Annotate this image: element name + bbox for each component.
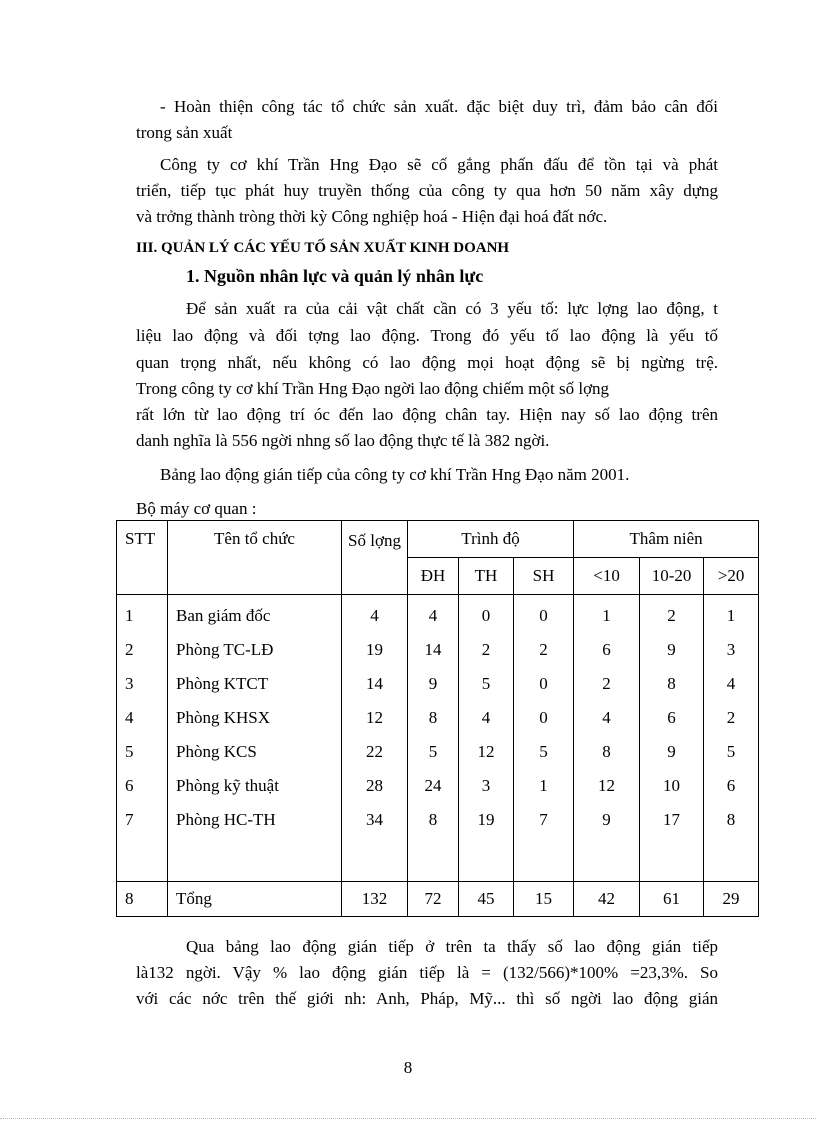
cell-count: 4 xyxy=(342,595,408,634)
table-row xyxy=(117,803,759,837)
cell-dh: 24 xyxy=(408,769,459,803)
cell-sh: 0 xyxy=(514,595,574,634)
cell-sh: 1 xyxy=(514,769,574,803)
section-heading: III. QUẢN LÝ CÁC YẾU TỐ SẢN XUẤT KINH DOANH xyxy=(136,240,510,256)
cell-lt10: 6 xyxy=(574,633,640,667)
cell-dh: 8 xyxy=(408,701,459,735)
cell-th: 2 xyxy=(459,633,514,667)
header-th: TH xyxy=(459,558,514,595)
cell-sh: 7 xyxy=(514,803,574,837)
body-p1-line-3: quan trọng nhất, nếu không có lao động mọi hoạt động sẽ bị ngừng trệ. xyxy=(136,353,718,372)
cell-lt10: 1 xyxy=(574,595,640,634)
cell-stt: 7 xyxy=(117,803,168,837)
cell-th: 3 xyxy=(459,769,514,803)
cell-stt: 6 xyxy=(117,769,168,803)
conclusion-line-1: Qua bảng lao động gián tiếp ở trên ta thấy số lao động gián tiếp xyxy=(186,937,718,956)
table-total-row xyxy=(117,882,759,917)
header-sh: SH xyxy=(514,558,574,595)
para2-line-2: triển, tiếp tục phát huy truyền thống của công ty qua hơn 50 năm xây dựng xyxy=(136,181,718,200)
cell-name: Phòng KCS xyxy=(168,735,342,769)
cell-stt: 3 xyxy=(117,667,168,701)
cell-dh: 14 xyxy=(408,633,459,667)
cell-gt20: 2 xyxy=(704,701,759,735)
header-name: Tên tổ chức xyxy=(168,521,342,595)
header-level: Trình độ xyxy=(408,521,574,558)
cell-gt20: 3 xyxy=(704,633,759,667)
header-lt10: <10 xyxy=(574,558,640,595)
cell-stt: 1 xyxy=(117,595,168,634)
total-th: 45 xyxy=(459,882,514,917)
cell-count: 12 xyxy=(342,701,408,735)
body-p1-line-5: rất lớn từ lao động trí óc đến lao động chân tay. Hiện nay số lao động trên xyxy=(136,405,718,424)
cell-dh: 5 xyxy=(408,735,459,769)
cell-name: Phòng KHSX xyxy=(168,701,342,735)
body-p1-line-4: Trong công ty cơ khí Trần Hng Đạo ngời lao động chiếm một số lợng xyxy=(136,379,610,398)
table-row xyxy=(117,769,759,803)
cell-sh: 2 xyxy=(514,633,574,667)
total-gt20: 29 xyxy=(704,882,759,917)
para2-line-3: và trởng thành tròng thời kỳ Công nghiệp hoá - Hiện đại hoá đất nớc. xyxy=(136,207,608,226)
table-row xyxy=(117,595,759,634)
cell-lt10: 2 xyxy=(574,667,640,701)
cell-sh: 0 xyxy=(514,701,574,735)
intro-line-2: trong sản xuất xyxy=(136,123,233,142)
cell-dh: 4 xyxy=(408,595,459,634)
table-caption: Bảng lao động gián tiếp của công ty cơ khí Trần Hng Đạo năm 2001. xyxy=(160,465,630,484)
header-count: Số lợng xyxy=(342,521,408,595)
cell-gt20: 6 xyxy=(704,769,759,803)
cell-th: 4 xyxy=(459,701,514,735)
cell-name: Phòng KTCT xyxy=(168,667,342,701)
page-number: 8 xyxy=(403,1058,413,1077)
table-subcaption: Bộ máy cơ quan : xyxy=(136,499,257,518)
cell-10-20: 6 xyxy=(640,701,704,735)
total-sh: 15 xyxy=(514,882,574,917)
total-stt: 8 xyxy=(117,882,168,917)
total-10-20: 61 xyxy=(640,882,704,917)
cell-th: 19 xyxy=(459,803,514,837)
cell-count: 28 xyxy=(342,769,408,803)
header-dh: ĐH xyxy=(408,558,459,595)
header-gt20: >20 xyxy=(704,558,759,595)
page-bottom-divider xyxy=(0,1118,816,1119)
body-p1-line-6: danh nghĩa là 556 ngời nhng số lao động thực tế là 382 ngời. xyxy=(136,431,550,450)
table-body xyxy=(117,595,759,882)
total-dh: 72 xyxy=(408,882,459,917)
cell-dh: 8 xyxy=(408,803,459,837)
cell-gt20: 8 xyxy=(704,803,759,837)
table-row xyxy=(117,701,759,735)
header-seniority: Thâm niên xyxy=(574,521,759,558)
cell-lt10: 9 xyxy=(574,803,640,837)
total-label: Tổng xyxy=(168,882,342,917)
cell-10-20: 9 xyxy=(640,735,704,769)
cell-count: 14 xyxy=(342,667,408,701)
cell-gt20: 4 xyxy=(704,667,759,701)
body-p1-line-1: Để sản xuất ra của cải vật chất cần có 3 yếu tố: lực lợng lao động, t xyxy=(186,299,718,318)
total-lt10: 42 xyxy=(574,882,640,917)
cell-th: 5 xyxy=(459,667,514,701)
conclusion-line-2: là132 ngời. Vậy % lao động gián tiếp là = (132/566)*100% =23,3%. So xyxy=(136,963,718,982)
cell-lt10: 4 xyxy=(574,701,640,735)
cell-name: Ban giám đốc xyxy=(168,595,342,634)
table-row xyxy=(117,667,759,701)
table-row xyxy=(117,735,759,769)
cell-10-20: 8 xyxy=(640,667,704,701)
cell-count: 22 xyxy=(342,735,408,769)
cell-stt: 4 xyxy=(117,701,168,735)
body-p1-line-2: liệu lao động và đối tợng lao động. Trong đó yếu tố lao động là yếu tố xyxy=(136,326,718,345)
cell-th: 12 xyxy=(459,735,514,769)
cell-count: 34 xyxy=(342,803,408,837)
cell-gt20: 5 xyxy=(704,735,759,769)
labor-table xyxy=(116,520,759,917)
conclusion-line-3: với các nớc trên thế giới nh: Anh, Pháp, Mỹ... thì số ngời lao động gián xyxy=(136,989,718,1008)
para2-line-1: Công ty cơ khí Trần Hng Đạo sẽ cố gắng phấn đấu để tồn tại và phát xyxy=(160,155,718,174)
table-row xyxy=(117,633,759,667)
cell-th: 0 xyxy=(459,595,514,634)
cell-count: 19 xyxy=(342,633,408,667)
subsection-heading: 1. Nguồn nhân lực và quản lý nhân lực xyxy=(186,266,484,286)
cell-lt10: 8 xyxy=(574,735,640,769)
header-10-20: 10-20 xyxy=(640,558,704,595)
intro-line-1: - Hoàn thiện công tác tổ chức sản xuất. đặc biệt duy trì, đảm bảo cân đối xyxy=(160,97,718,116)
cell-10-20: 17 xyxy=(640,803,704,837)
cell-stt: 2 xyxy=(117,633,168,667)
cell-gt20: 1 xyxy=(704,595,759,634)
header-stt: STT xyxy=(117,521,168,595)
cell-lt10: 12 xyxy=(574,769,640,803)
table-spacer-row xyxy=(117,837,759,882)
cell-stt: 5 xyxy=(117,735,168,769)
cell-name: Phòng HC-TH xyxy=(168,803,342,837)
cell-name: Phòng TC-LĐ xyxy=(168,633,342,667)
cell-10-20: 9 xyxy=(640,633,704,667)
total-count: 132 xyxy=(342,882,408,917)
cell-dh: 9 xyxy=(408,667,459,701)
cell-10-20: 10 xyxy=(640,769,704,803)
cell-sh: 5 xyxy=(514,735,574,769)
cell-10-20: 2 xyxy=(640,595,704,634)
cell-sh: 0 xyxy=(514,667,574,701)
cell-name: Phòng kỹ thuật xyxy=(168,769,342,803)
